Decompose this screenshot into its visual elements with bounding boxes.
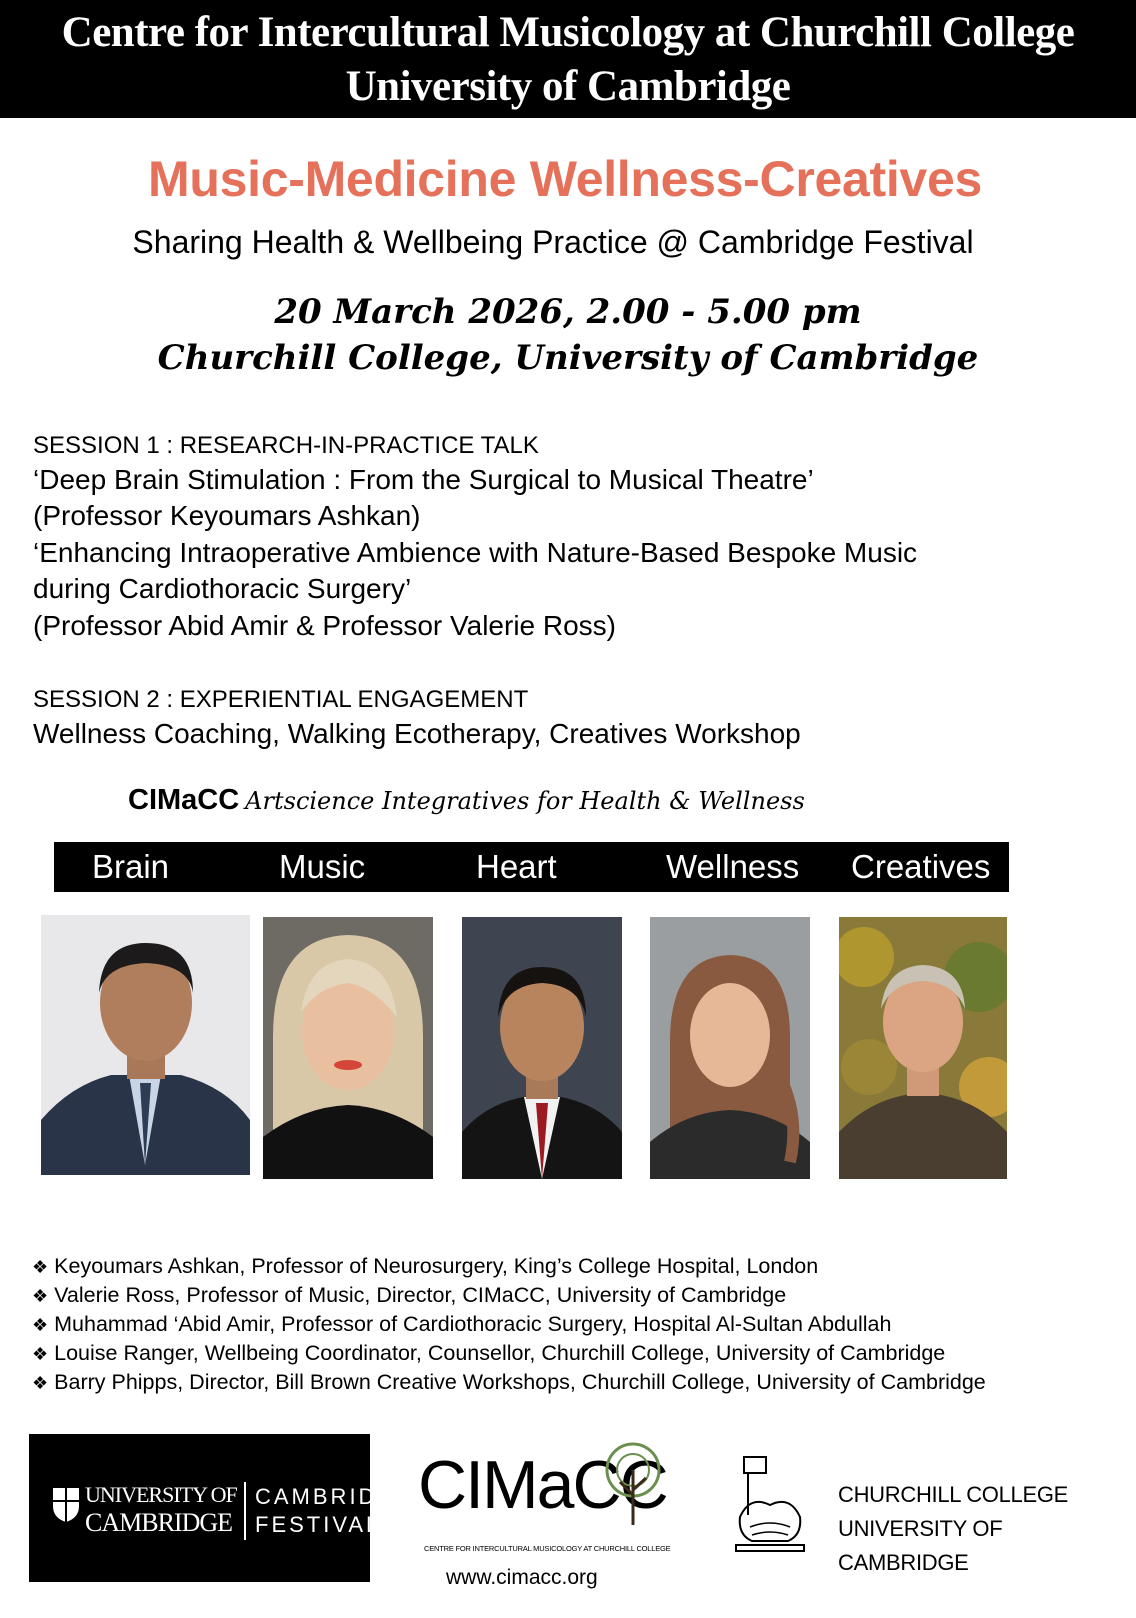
session-1-talk-2-speakers: (Professor Abid Amir & Professor Valerie Ross) (33, 610, 617, 641)
portrait-barry-phipps (839, 917, 1007, 1179)
tree-icon (598, 1440, 668, 1530)
cimacc-tagline (128, 784, 805, 817)
speaker-item: ❖ Barry Phipps, Director, Bill Brown Creative Workshops, Churchill College, University of Cambridge (32, 1370, 986, 1394)
uc-line-2: CAMBRIDGE (85, 1508, 233, 1537)
session-1-talk-1-title: ‘Deep Brain Stimulation : From the Surgical to Musical Theatre’ (33, 464, 814, 495)
churchill-crest (730, 1455, 810, 1555)
session-1-heading: SESSION 1 : RESEARCH-IN-PRACTICE TALK (33, 432, 539, 459)
header-banner (0, 0, 1136, 118)
speaker-item: ❖ Muhammad ‘Abid Amir, Professor of Cardiothoracic Surgery, Hospital Al-Sultan Abdullah (32, 1312, 892, 1336)
cimacc-caption: CENTRE FOR INTERCULTURAL MUSICOLOGY AT CHURCHILL COLLEGE (424, 1544, 671, 1553)
theme-bar (54, 842, 1009, 892)
uc-line-1: UNIVERSITY OF (85, 1482, 237, 1507)
tagline-brand: CIMaCC (128, 784, 240, 816)
lion-crest-icon (730, 1455, 810, 1555)
bullet-icon: ❖ (32, 1344, 49, 1364)
bullet-icon: ❖ (32, 1286, 49, 1306)
bullet-icon: ❖ (32, 1373, 49, 1393)
theme-wellness: Wellness (666, 848, 800, 885)
portrait-keyoumars-ashkan (41, 915, 250, 1175)
header-line-1: Centre for Intercultural Musicology at Churchill College (61, 9, 1075, 56)
event-venue: Churchill College, University of Cambridge (157, 338, 979, 378)
session-1-talk-1-speaker: (Professor Keyoumars Ashkan) (33, 500, 421, 531)
festival-line-2: FESTIVAL (255, 1512, 382, 1537)
tagline-text: Artscience Integratives for Health & Wellness (245, 787, 805, 815)
cimacc-logo (418, 1440, 671, 1560)
logo-divider (244, 1482, 246, 1540)
speaker-item: ❖ Valerie Ross, Professor of Music, Director, CIMaCC, University of Cambridge (32, 1283, 787, 1307)
session-1-talk-2-title: ‘Enhancing Intraoperative Ambience with Nature-Based Bespoke Music (33, 537, 918, 568)
bullet-icon: ❖ (32, 1315, 49, 1335)
speaker-list (32, 1252, 986, 1397)
event-date: 20 March 2026, 2.00 - 5.00 pm (274, 292, 862, 332)
festival-line-1: CAMBRIDGE (255, 1484, 416, 1509)
portrait-louise-ranger (650, 917, 810, 1179)
event-title: Music-Medicine Wellness-Creatives (148, 151, 982, 207)
theme-music: Music (279, 848, 366, 885)
portrait-valerie-ross (263, 917, 433, 1179)
event-subtitle: Sharing Health & Wellbeing Practice @ Cambridge Festival (132, 224, 974, 260)
cimacc-mark: CIMaCC (418, 1447, 667, 1523)
theme-heart: Heart (476, 848, 557, 885)
cimacc-url-link[interactable]: www.cimacc.org (446, 1566, 598, 1589)
churchill-line-2: UNIVERSITY OF CAMBRIDGE (838, 1516, 1003, 1575)
crest-icon (51, 1486, 81, 1524)
churchill-line-1: CHURCHILL COLLEGE (838, 1482, 1069, 1507)
university-cambridge-festival-logo (29, 1434, 416, 1582)
session-2-heading: SESSION 2 : EXPERIENTIAL ENGAGEMENT (33, 686, 529, 713)
bullet-icon: ❖ (32, 1257, 49, 1277)
speaker-item: ❖ Louise Ranger, Wellbeing Coordinator, Counsellor, Churchill College, University of Cambridge (32, 1341, 946, 1365)
session-2-activities: Wellness Coaching, Walking Ecotherapy, Creatives Workshop (33, 718, 801, 749)
session-1-talk-2-title-cont: during Cardiothoracic Surgery’ (33, 573, 412, 604)
theme-creatives: Creatives (851, 848, 991, 885)
speaker-item: ❖ Keyoumars Ashkan, Professor of Neurosurgery, King’s College Hospital, London (32, 1254, 819, 1278)
theme-brain: Brain (92, 848, 170, 885)
header-line-2: University of Cambridge (345, 63, 791, 110)
churchill-college-name (838, 1478, 1136, 1580)
portrait-muhammad-abid-amir (462, 917, 622, 1179)
